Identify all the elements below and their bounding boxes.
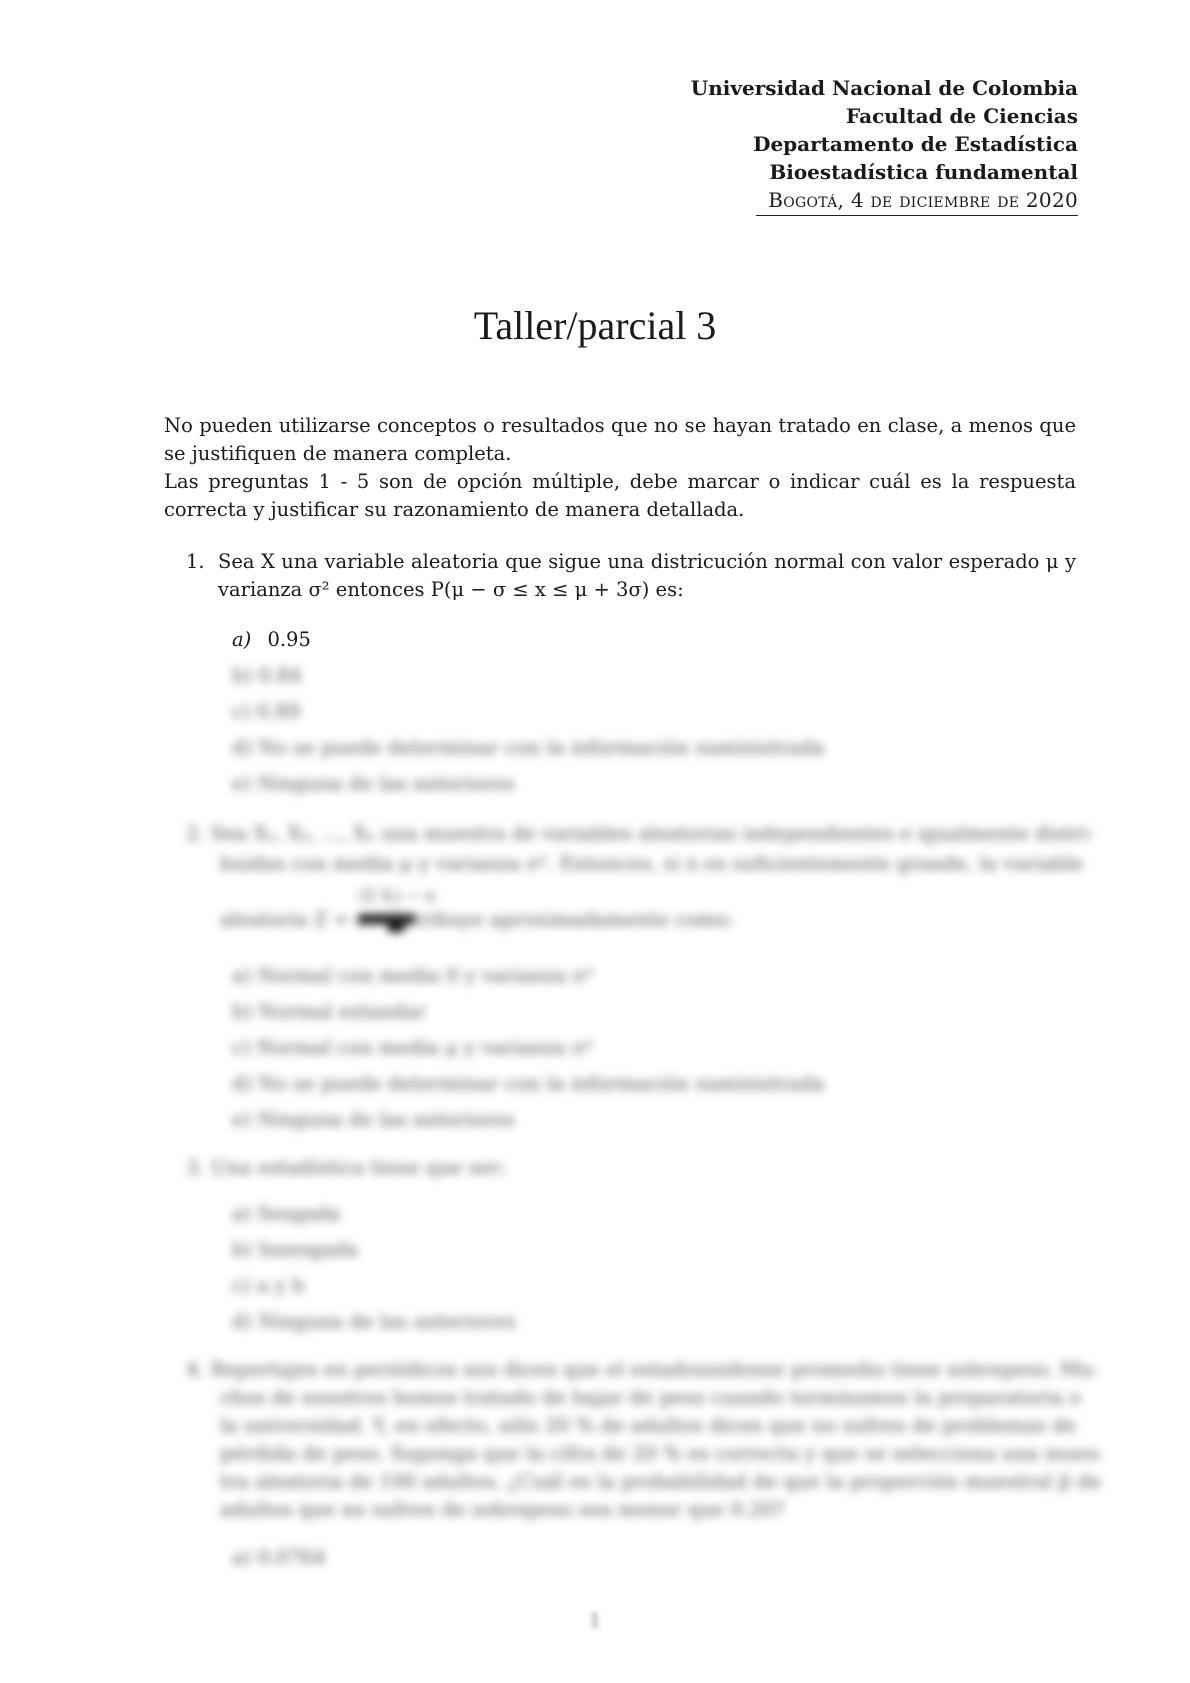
q2-line-1: 2. Sea X₁, X₂, ..., Xₙ una muestra de variables aleatorias independientes e igualmente distri- — [186, 822, 1094, 845]
question-1-text: Sea X una variable aleatoria que sigue una districución normal con valor esperado μ y varianza σ² entonces P(μ − σ ≤ x ≤ μ + 3σ) es: — [218, 550, 1076, 601]
q4-line-2: chos de nosotros hemos tratado de bajar de peso cuando terminamos la preparatoria o — [220, 1386, 1081, 1409]
q2-option-a: a) Normal con media 0 y varianza σ² — [232, 964, 594, 987]
q2-option-d: d) No se puede determinar con la información suministrada — [232, 1072, 825, 1095]
page-number: 1 — [588, 1610, 602, 1632]
q3-option-c: c) a y b — [232, 1274, 305, 1297]
question-1-number: 1. — [186, 550, 205, 573]
q4-line-6: adultos que no sufren de sobrepeso sea menor que 0.20? — [220, 1498, 785, 1521]
q4-line-5: tra aleatoria de 100 adultos. ¿Cuál es la probabilidad de que la proporción muestral p̂ de — [220, 1470, 1102, 1493]
q4-option-a: a) 0.0764 — [232, 1546, 326, 1569]
q1-option-d: d) No se puede determinar con la información suministrada — [232, 736, 825, 759]
option-value: 0.95 — [267, 628, 311, 651]
q1-option-b: b) 0.84 — [232, 664, 302, 687]
q2-line-3: aleatoria Z = se distribuye aproximadamente como: — [220, 908, 735, 931]
instructions-paragraph-2: Las preguntas 1 - 5 son de opción múltiple, debe marcar o indicar cuál es la respuesta correcta y justificar su razonamiento de manera detallada. — [164, 470, 1076, 521]
q1-option-e: e) Ninguna de las anteriores — [232, 772, 515, 795]
q4-line-4: pérdida de peso. Suponga que la cifra de 20 % es correcta y que se selecciona una mues- — [220, 1442, 1105, 1465]
page-title: Taller/parcial 3 — [473, 303, 717, 348]
document-date: Bogotá, 4 de diciembre de 2020 — [756, 186, 1078, 216]
q2-option-e: e) Ninguna de las anteriores — [232, 1108, 515, 1131]
document-header — [558, 74, 1078, 216]
q4-line-3: la universidad. Y, en efecto, sólo 20 % de adultos dicen que no sufren de problemas de — [220, 1414, 1077, 1437]
option-label: a) — [232, 628, 252, 651]
q4-line-1: 4. Reportajes en periódicos nos dicen que el estadounidense promedio tiene sobrepeso. Mu- — [186, 1358, 1100, 1381]
question-1 — [186, 548, 1076, 604]
q3-option-d: d) Ninguna de las anteriores — [232, 1310, 516, 1333]
department-name: Departamento de Estadística — [753, 132, 1078, 156]
q1-option-c: c) 0.89 — [232, 700, 301, 723]
q2-option-c: c) Normal con media μ y varianza σ² — [232, 1036, 594, 1059]
faculty-name: Facultad de Ciencias — [846, 104, 1078, 128]
university-name: Universidad Nacional de Colombia — [690, 76, 1078, 100]
q3-text: 3. Una estadística tiene que ser: — [186, 1156, 507, 1179]
q2-line-2: buidas con media μ y varianza σ². Entonces, si n es suficientemente grande, la variable — [220, 852, 1084, 875]
q2-fraction-numerator: (Σ Xᵢ) − n — [358, 886, 436, 905]
instructions-paragraph-1: No pueden utilizarse conceptos o resultados que no se hayan tratado en clase, a menos que se justifiquen de manera completa. — [164, 414, 1076, 465]
blurred-content — [180, 626, 1105, 1586]
q3-option-b: b) Insesgada — [232, 1238, 359, 1261]
q2-option-b: b) Normal estandar — [232, 1000, 426, 1023]
q3-option-a: a) Sesgada — [232, 1202, 341, 1225]
instructions — [164, 412, 1076, 524]
course-name: Bioestadística fundamental — [769, 160, 1078, 184]
